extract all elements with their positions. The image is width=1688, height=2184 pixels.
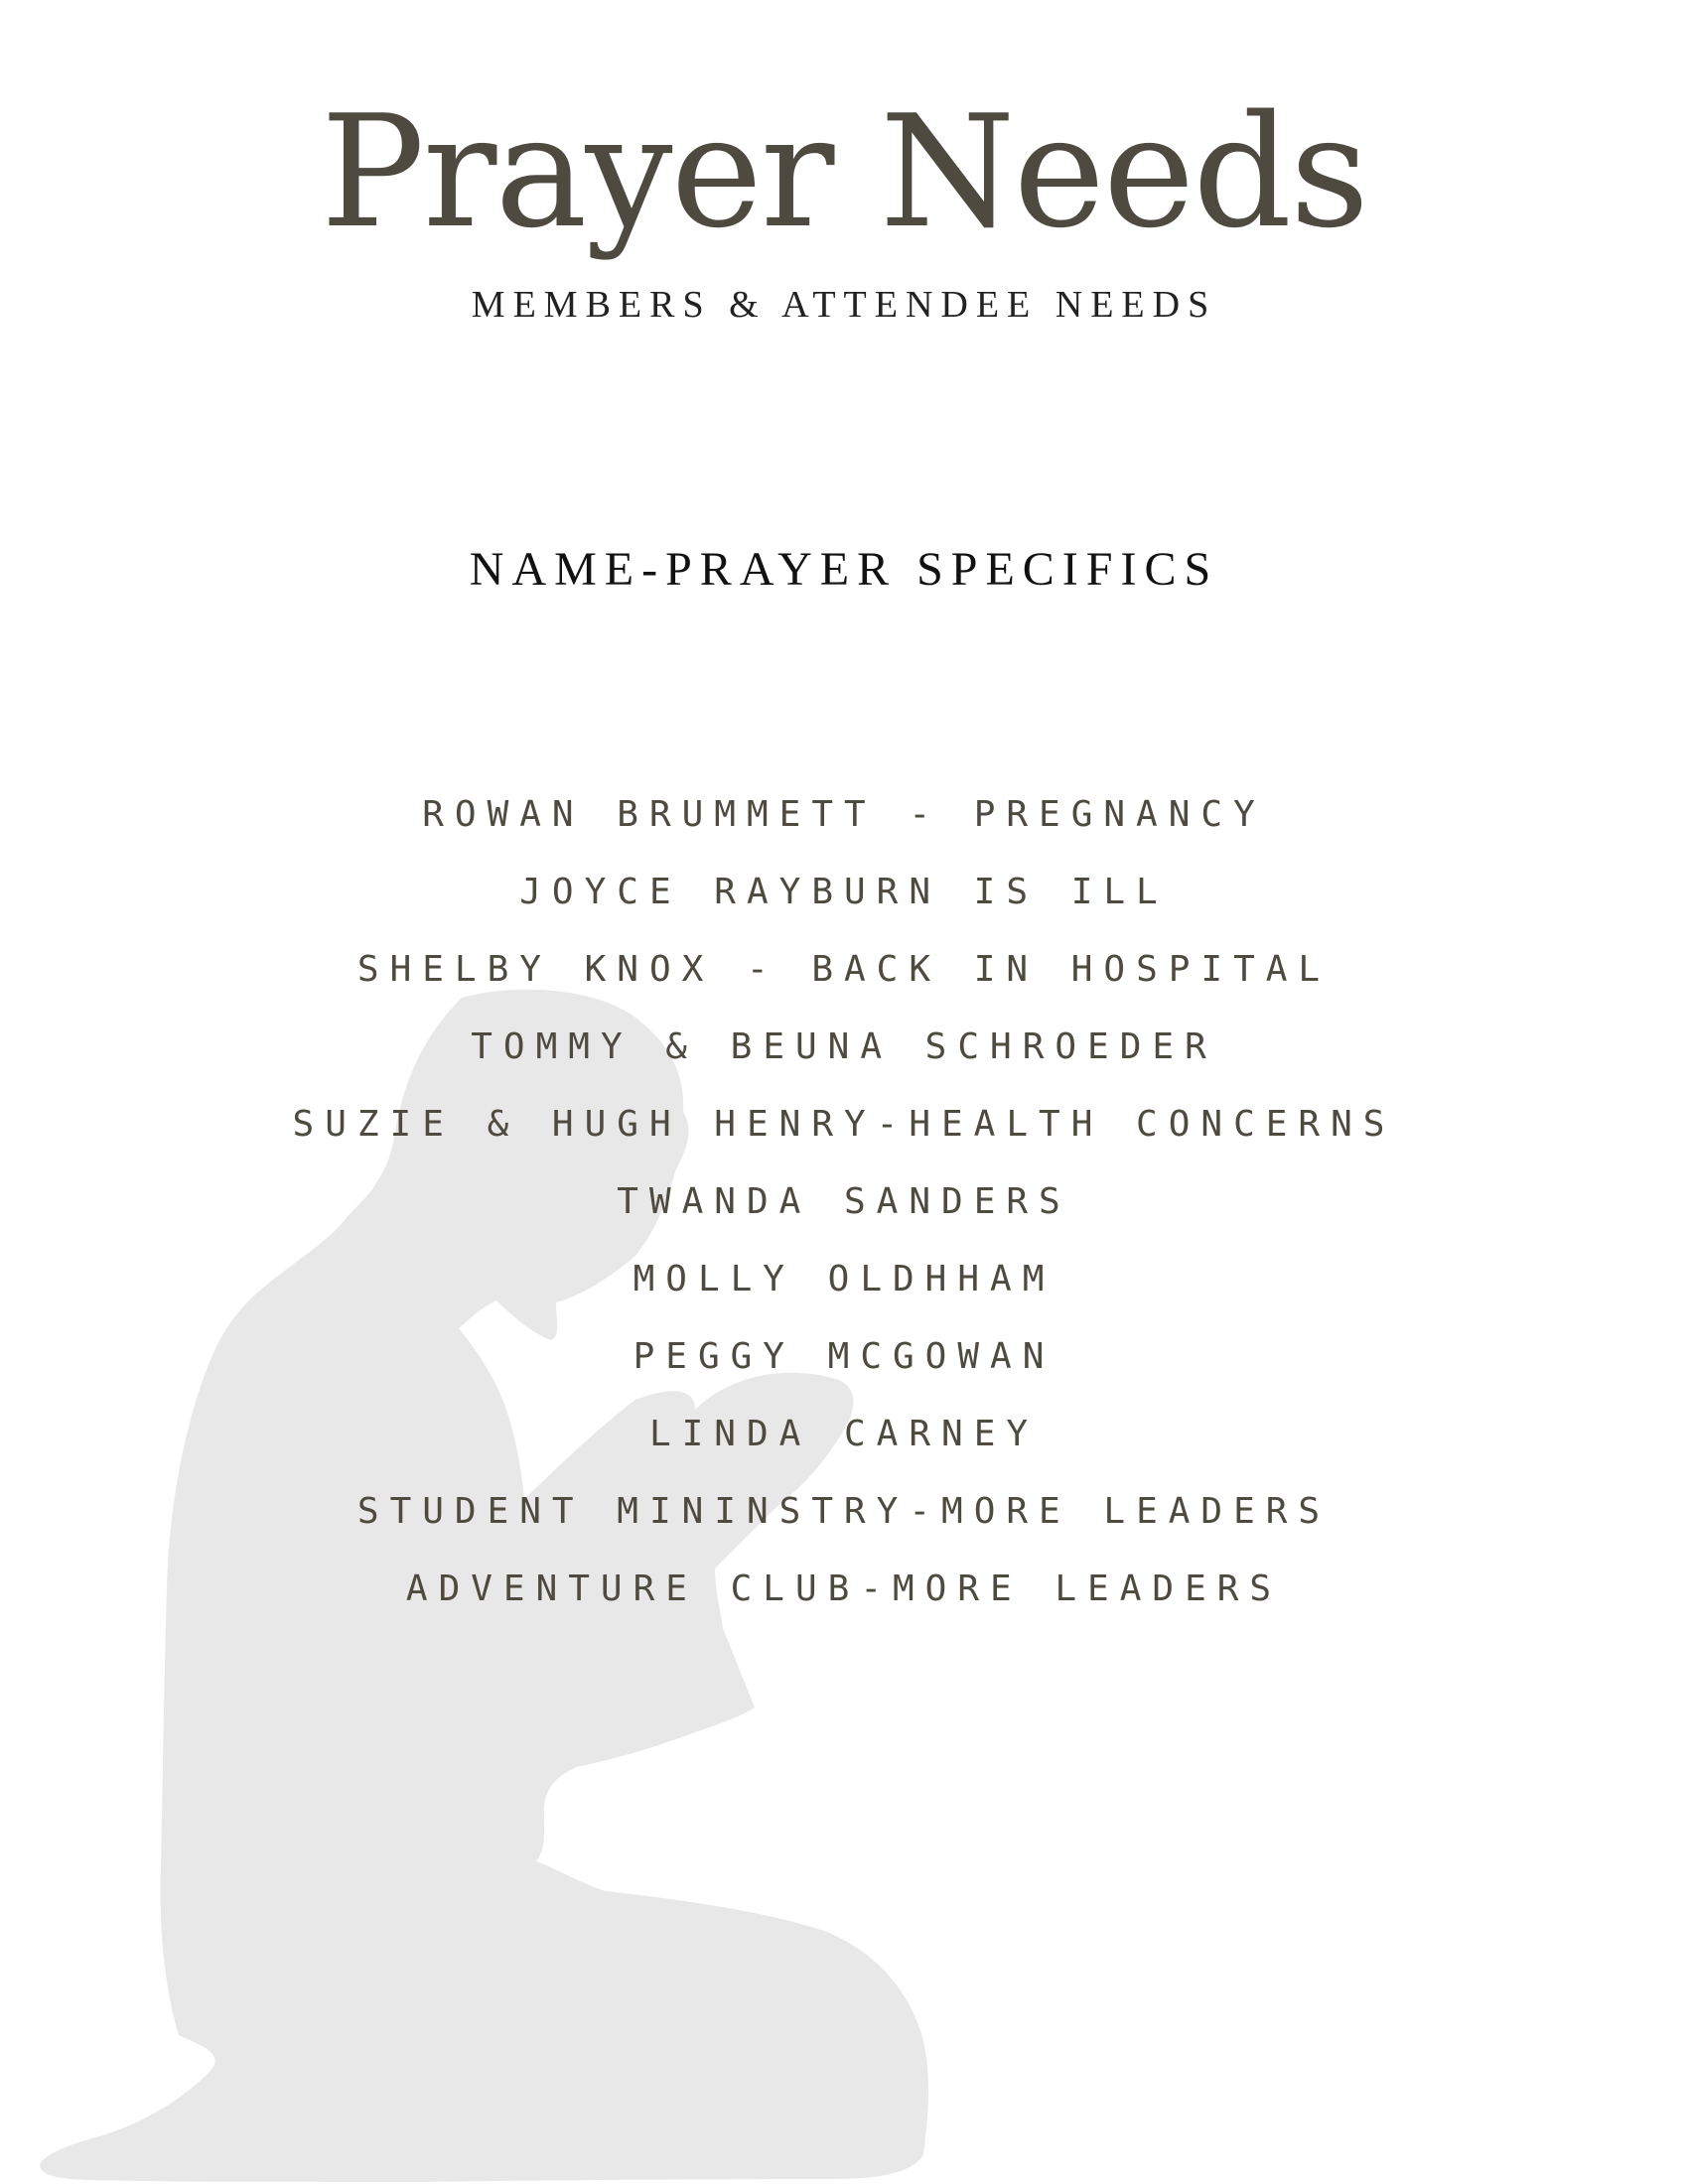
list-item: MOLLY OLDHHAM — [633, 1259, 1055, 1299]
list-item: SHELBY KNOX - BACK IN HOSPITAL — [356, 949, 1332, 990]
page-title: Prayer Needs — [320, 81, 1368, 262]
page-subtitle: MEMBERS & ATTENDEE NEEDS — [471, 284, 1217, 326]
list-item: ADVENTURE CLUB-MORE LEADERS — [405, 1569, 1283, 1609]
list-item: LINDA CARNEY — [648, 1414, 1040, 1454]
list-item: SUZIE & HUGH HENRY-HEALTH CONCERNS — [292, 1104, 1396, 1145]
list-item: ROWAN BRUMMETT - PREGNANCY — [422, 794, 1266, 835]
prayer-list — [0, 776, 1688, 1628]
list-item: STUDENT MININSTRY-MORE LEADERS — [356, 1491, 1332, 1532]
list-item: JOYCE RAYBURN IS ILL — [519, 872, 1169, 912]
list-item: PEGGY MCGOWAN — [633, 1336, 1055, 1377]
section-heading: NAME-PRAYER SPECIFICS — [469, 543, 1219, 596]
list-item: TOMMY & BEUNA SCHROEDER — [471, 1026, 1217, 1067]
list-item: TWANDA SANDERS — [617, 1181, 1071, 1222]
